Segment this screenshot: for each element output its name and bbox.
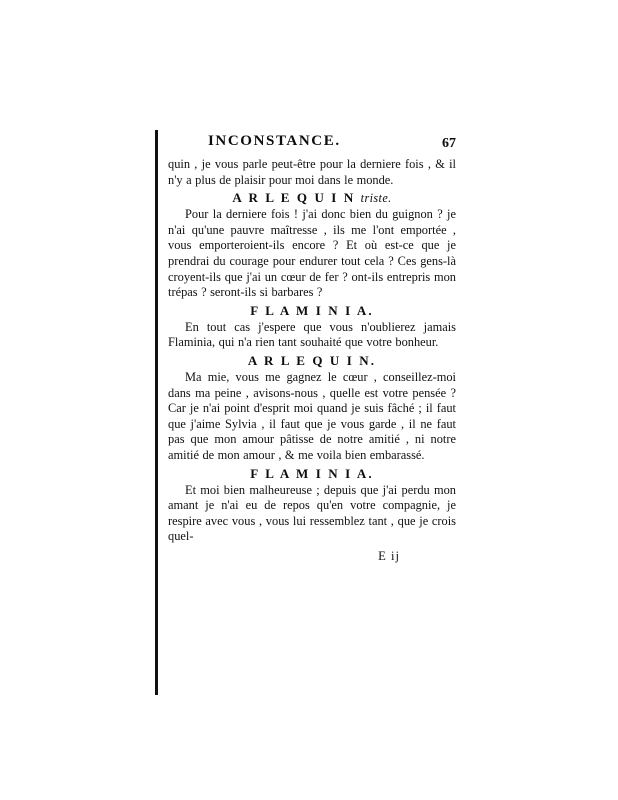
speaker-heading bbox=[168, 190, 456, 206]
paragraph: Pour la derniere fois ! j'ai donc bien du guignon ? je n'ai qu'une pauvre maîtresse , ils me l'ont emportée , vous emporteroient-ils encore ? Et où est-ce que je prendrai du courage pour endurer tout cela ? Ces gens-là croyent-ils que j'ai un cœur de fer ? ont-ils entrepris mon trépas ? seront-ils si barbares ? bbox=[168, 207, 456, 300]
page-number: 67 bbox=[442, 136, 456, 151]
speaker-heading bbox=[168, 466, 456, 482]
speaker-stage-direction: triste. bbox=[360, 191, 392, 206]
paragraph: Et moi bien malheureuse ; depuis que j'ai perdu mon amant je n'ai eu de repos qu'en votre compagnie, je respire avec vous , vous lui ressemblez tant , que je crois quel- bbox=[168, 482, 456, 544]
speaker-heading bbox=[168, 303, 456, 319]
speaker-name: A R L E Q U I N. bbox=[247, 352, 377, 368]
paragraph: En tout cas j'espere que vous n'oublierez jamais Flaminia, qui n'a rien tant souhaité que votre bonheur. bbox=[168, 319, 456, 350]
page-header bbox=[168, 133, 456, 155]
speaker-name: F L A M I N I A. bbox=[250, 302, 374, 318]
speaker-heading bbox=[168, 353, 456, 369]
paragraph: quin , je vous parle peut-être pour la derniere fois , & il n'y a plus de plaisir pour moi dans le monde. bbox=[168, 157, 456, 187]
signature-mark: E ij bbox=[378, 548, 400, 563]
paragraph: Ma mie, vous me gagnez le cœur , conseillez-moi dans ma peine , avisons-nous , quelle est votre pensée ? Car je n'ai point d'esprit moi quand je suis fâché ; il faut que j'aime Sylvia , il faut que je vous garde , il ne faut pas que mon amour pâtisse de notre amitié , ni notre amitié de mon amour , & me voila bien embarassé. bbox=[168, 369, 456, 462]
speaker-name: F L A M I N I A. bbox=[250, 465, 374, 481]
running-head: INCONSTANCE. bbox=[208, 133, 341, 149]
page-text-block bbox=[168, 133, 456, 564]
speaker-name: A R L E Q U I N bbox=[232, 190, 356, 206]
page-gutter-rule bbox=[155, 130, 158, 695]
